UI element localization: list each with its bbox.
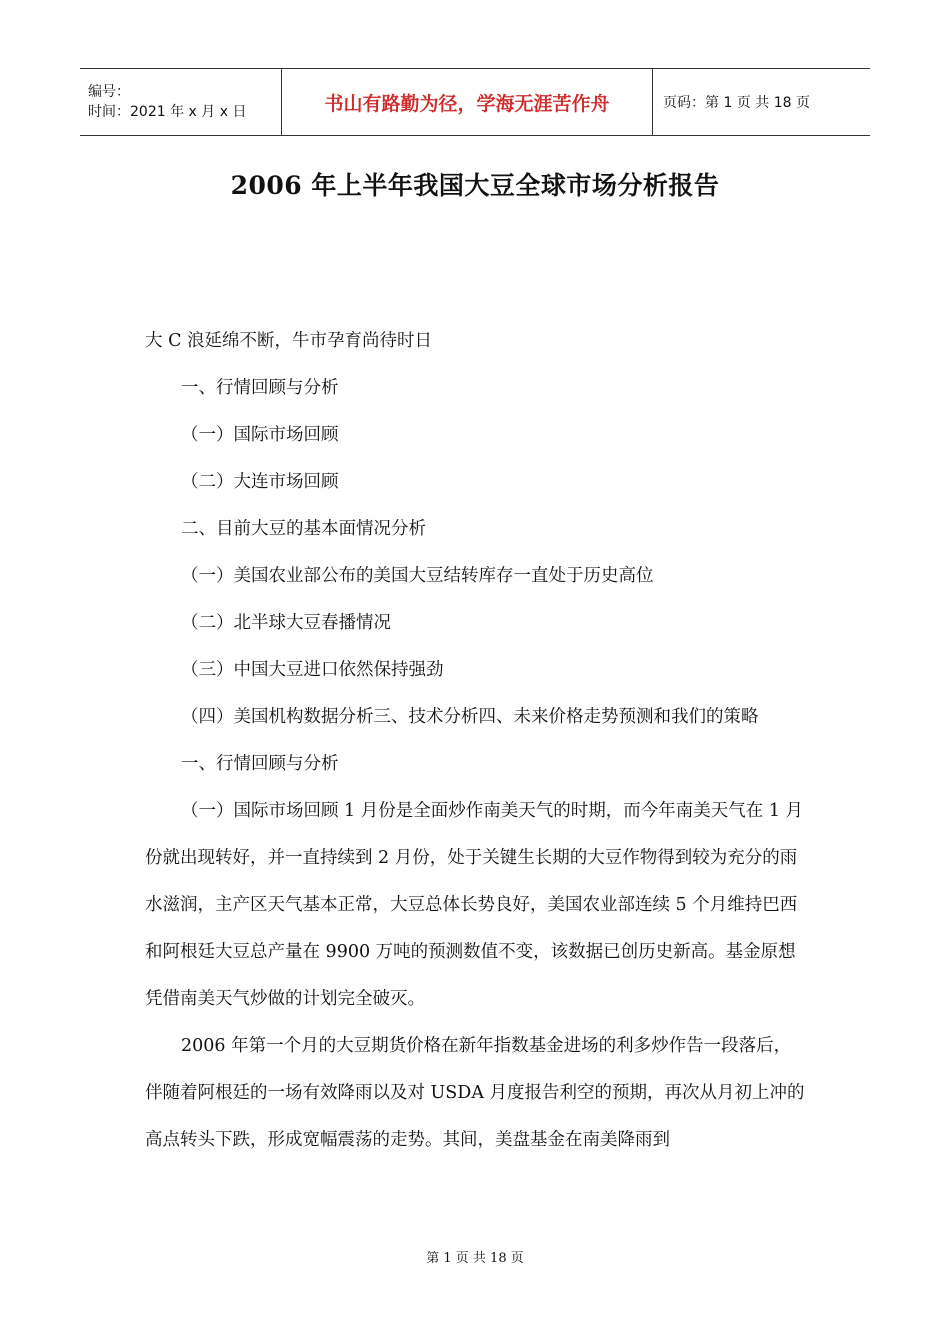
header-meta: [80, 69, 281, 135]
paragraph: （一）国际市场回顾: [181, 425, 339, 445]
header-page-info: 页码：第 1 页 共 18 页: [663, 95, 810, 111]
page-footer: 第 1 页 共 18 页: [426, 1251, 524, 1266]
paragraph: 2006 年第一个月的大豆期货价格在新年指数基金进场的利多炒作告一段落后，伴随着阿根廷的一场有效降雨以及对 USDA 月度报告利空的预期，再次从月初上冲的高点转头下跌，形成宽幅震荡的走势。其间，美盘基金在南美降雨到: [145, 1036, 805, 1150]
paragraph: 大 C 浪延绵不断，牛市孕育尚待时日: [145, 331, 433, 351]
document-title: 2006 年上半年我国大豆全球市场分析报告: [230, 171, 720, 200]
paragraph: （二）北半球大豆春播情况: [181, 613, 391, 633]
paragraph: （二）大连市场回顾: [181, 472, 339, 492]
document-body: [145, 318, 805, 1164]
paragraph: （四）美国机构数据分析三、技术分析四、未来价格走势预测和我们的策略: [181, 707, 759, 727]
header-slogan: 书山有路勤为径，学海无涯苦作舟: [281, 69, 653, 135]
paragraph: （一）美国农业部公布的美国大豆结转库存一直处于历史高位: [181, 566, 654, 586]
paragraph: （三）中国大豆进口依然保持强劲: [181, 660, 444, 680]
document-header: [80, 68, 870, 136]
paragraph: 二、目前大豆的基本面情况分析: [181, 519, 426, 539]
paragraph: 一、行情回顾与分析: [181, 754, 339, 774]
document-date-label: 时间：2021 年 x 月 x 日: [88, 104, 247, 120]
paragraph: 一、行情回顾与分析: [181, 378, 339, 398]
document-number-label: 编号：: [88, 84, 130, 100]
paragraph: （一）国际市场回顾 1 月份是全面炒作南美天气的时期，而今年南美天气在 1 月份就出现转好，并一直持续到 2 月份，处于关键生长期的大豆作物得到较为充分的雨水滋润，主产区天气基本正常，大豆总体长势良好，美国农业部连续 5 个月维持巴西和阿根廷大豆总产量在 9900 万吨的预测数值不变，该数据已创历史新高。基金原想凭借南美天气炒做的计划完全破灭。: [145, 801, 804, 1009]
